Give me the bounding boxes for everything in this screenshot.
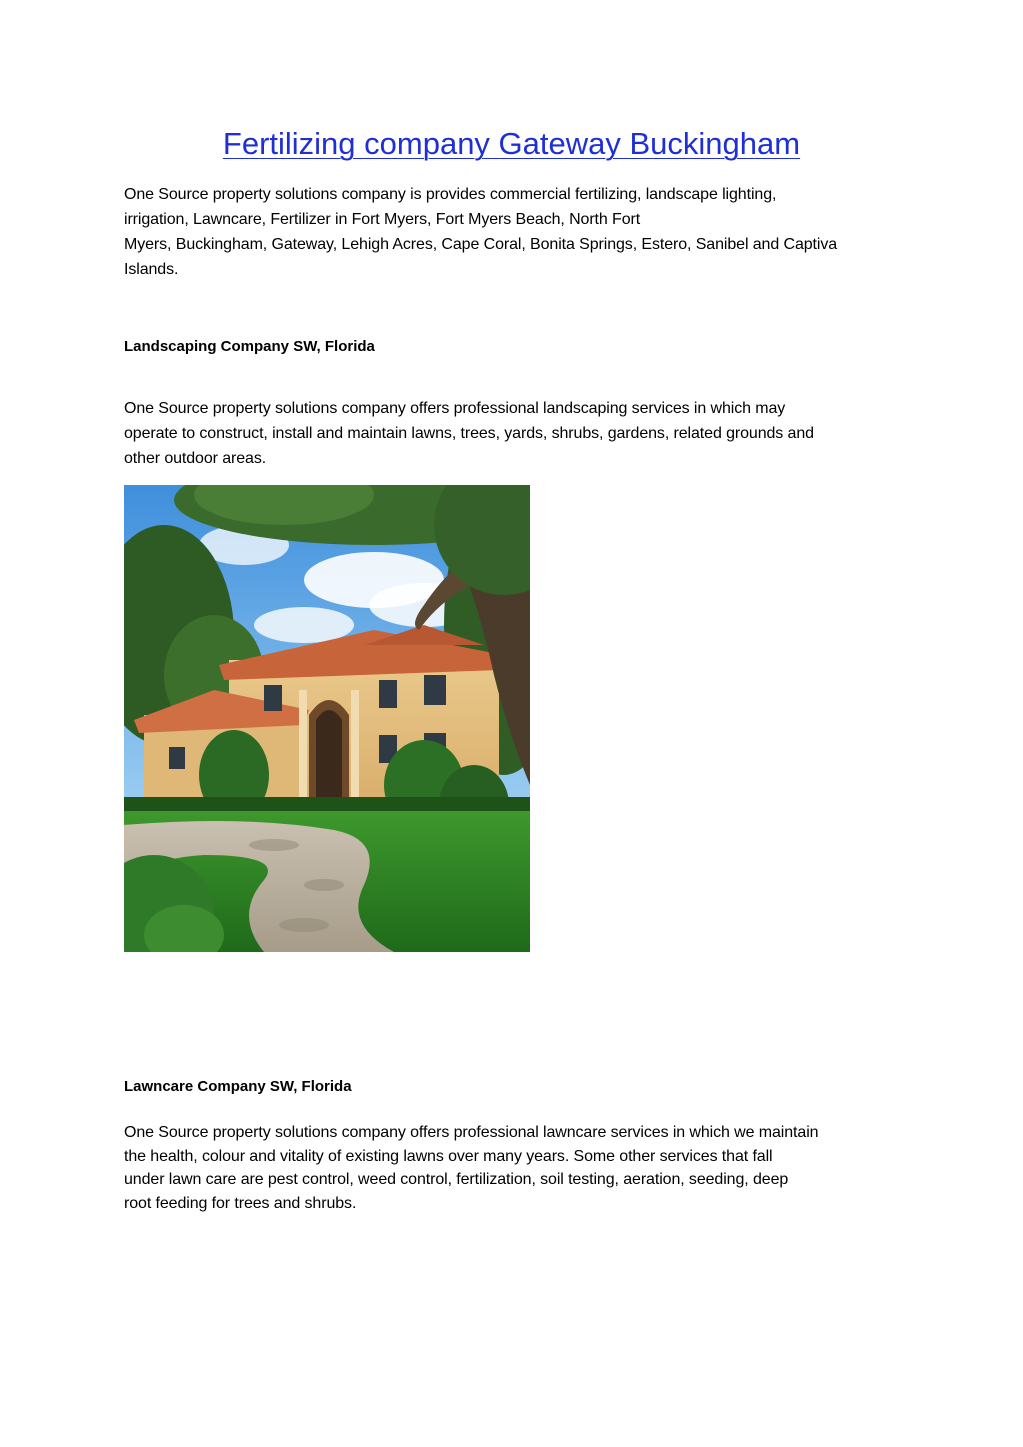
lawncare-line: root feeding for trees and shrubs. — [124, 1194, 357, 1212]
landscaping-heading: Landscaping Company SW, Florida — [124, 338, 375, 355]
page-title-link[interactable]: Fertilizing company Gateway Buckingham — [222, 126, 801, 161]
intro-line: Islands. — [124, 261, 179, 278]
lawncare-line: the health, colour and vitality of existing lawns over many years. Some other services that fall — [124, 1147, 773, 1165]
landscaping-line: One Source property solutions company offers professional landscaping services in which may — [124, 400, 786, 417]
lawncare-paragraph — [124, 1121, 894, 1215]
landscaping-line: other outdoor areas. — [124, 450, 267, 467]
lawncare-line: under lawn care are pest control, weed control, fertilization, soil testing, aeration, seeding, deep — [124, 1171, 789, 1188]
intro-line: One Source property solutions company is provides commercial fertilizing, landscape lighting, — [124, 186, 777, 203]
intro-line: Myers, Buckingham, Gateway, Lehigh Acres, Cape Coral, Bonita Springs, Estero, Sanibel and Captiva — [124, 236, 838, 253]
intro-paragraph — [124, 182, 894, 282]
intro-line: irrigation, Lawncare, Fertilizer in Fort Myers, Fort Myers Beach, North Fort — [124, 211, 641, 228]
landscaping-line: operate to construct, install and maintain lawns, trees, yards, shrubs, gardens, related grounds and — [124, 425, 814, 442]
landscaping-paragraph — [124, 396, 894, 471]
lawncare-heading: Lawncare Company SW, Florida — [124, 1078, 352, 1095]
lawncare-line: One Source property solutions company offers professional lawncare services in which we maintain — [124, 1124, 819, 1141]
villa-garden-photo — [124, 485, 530, 952]
